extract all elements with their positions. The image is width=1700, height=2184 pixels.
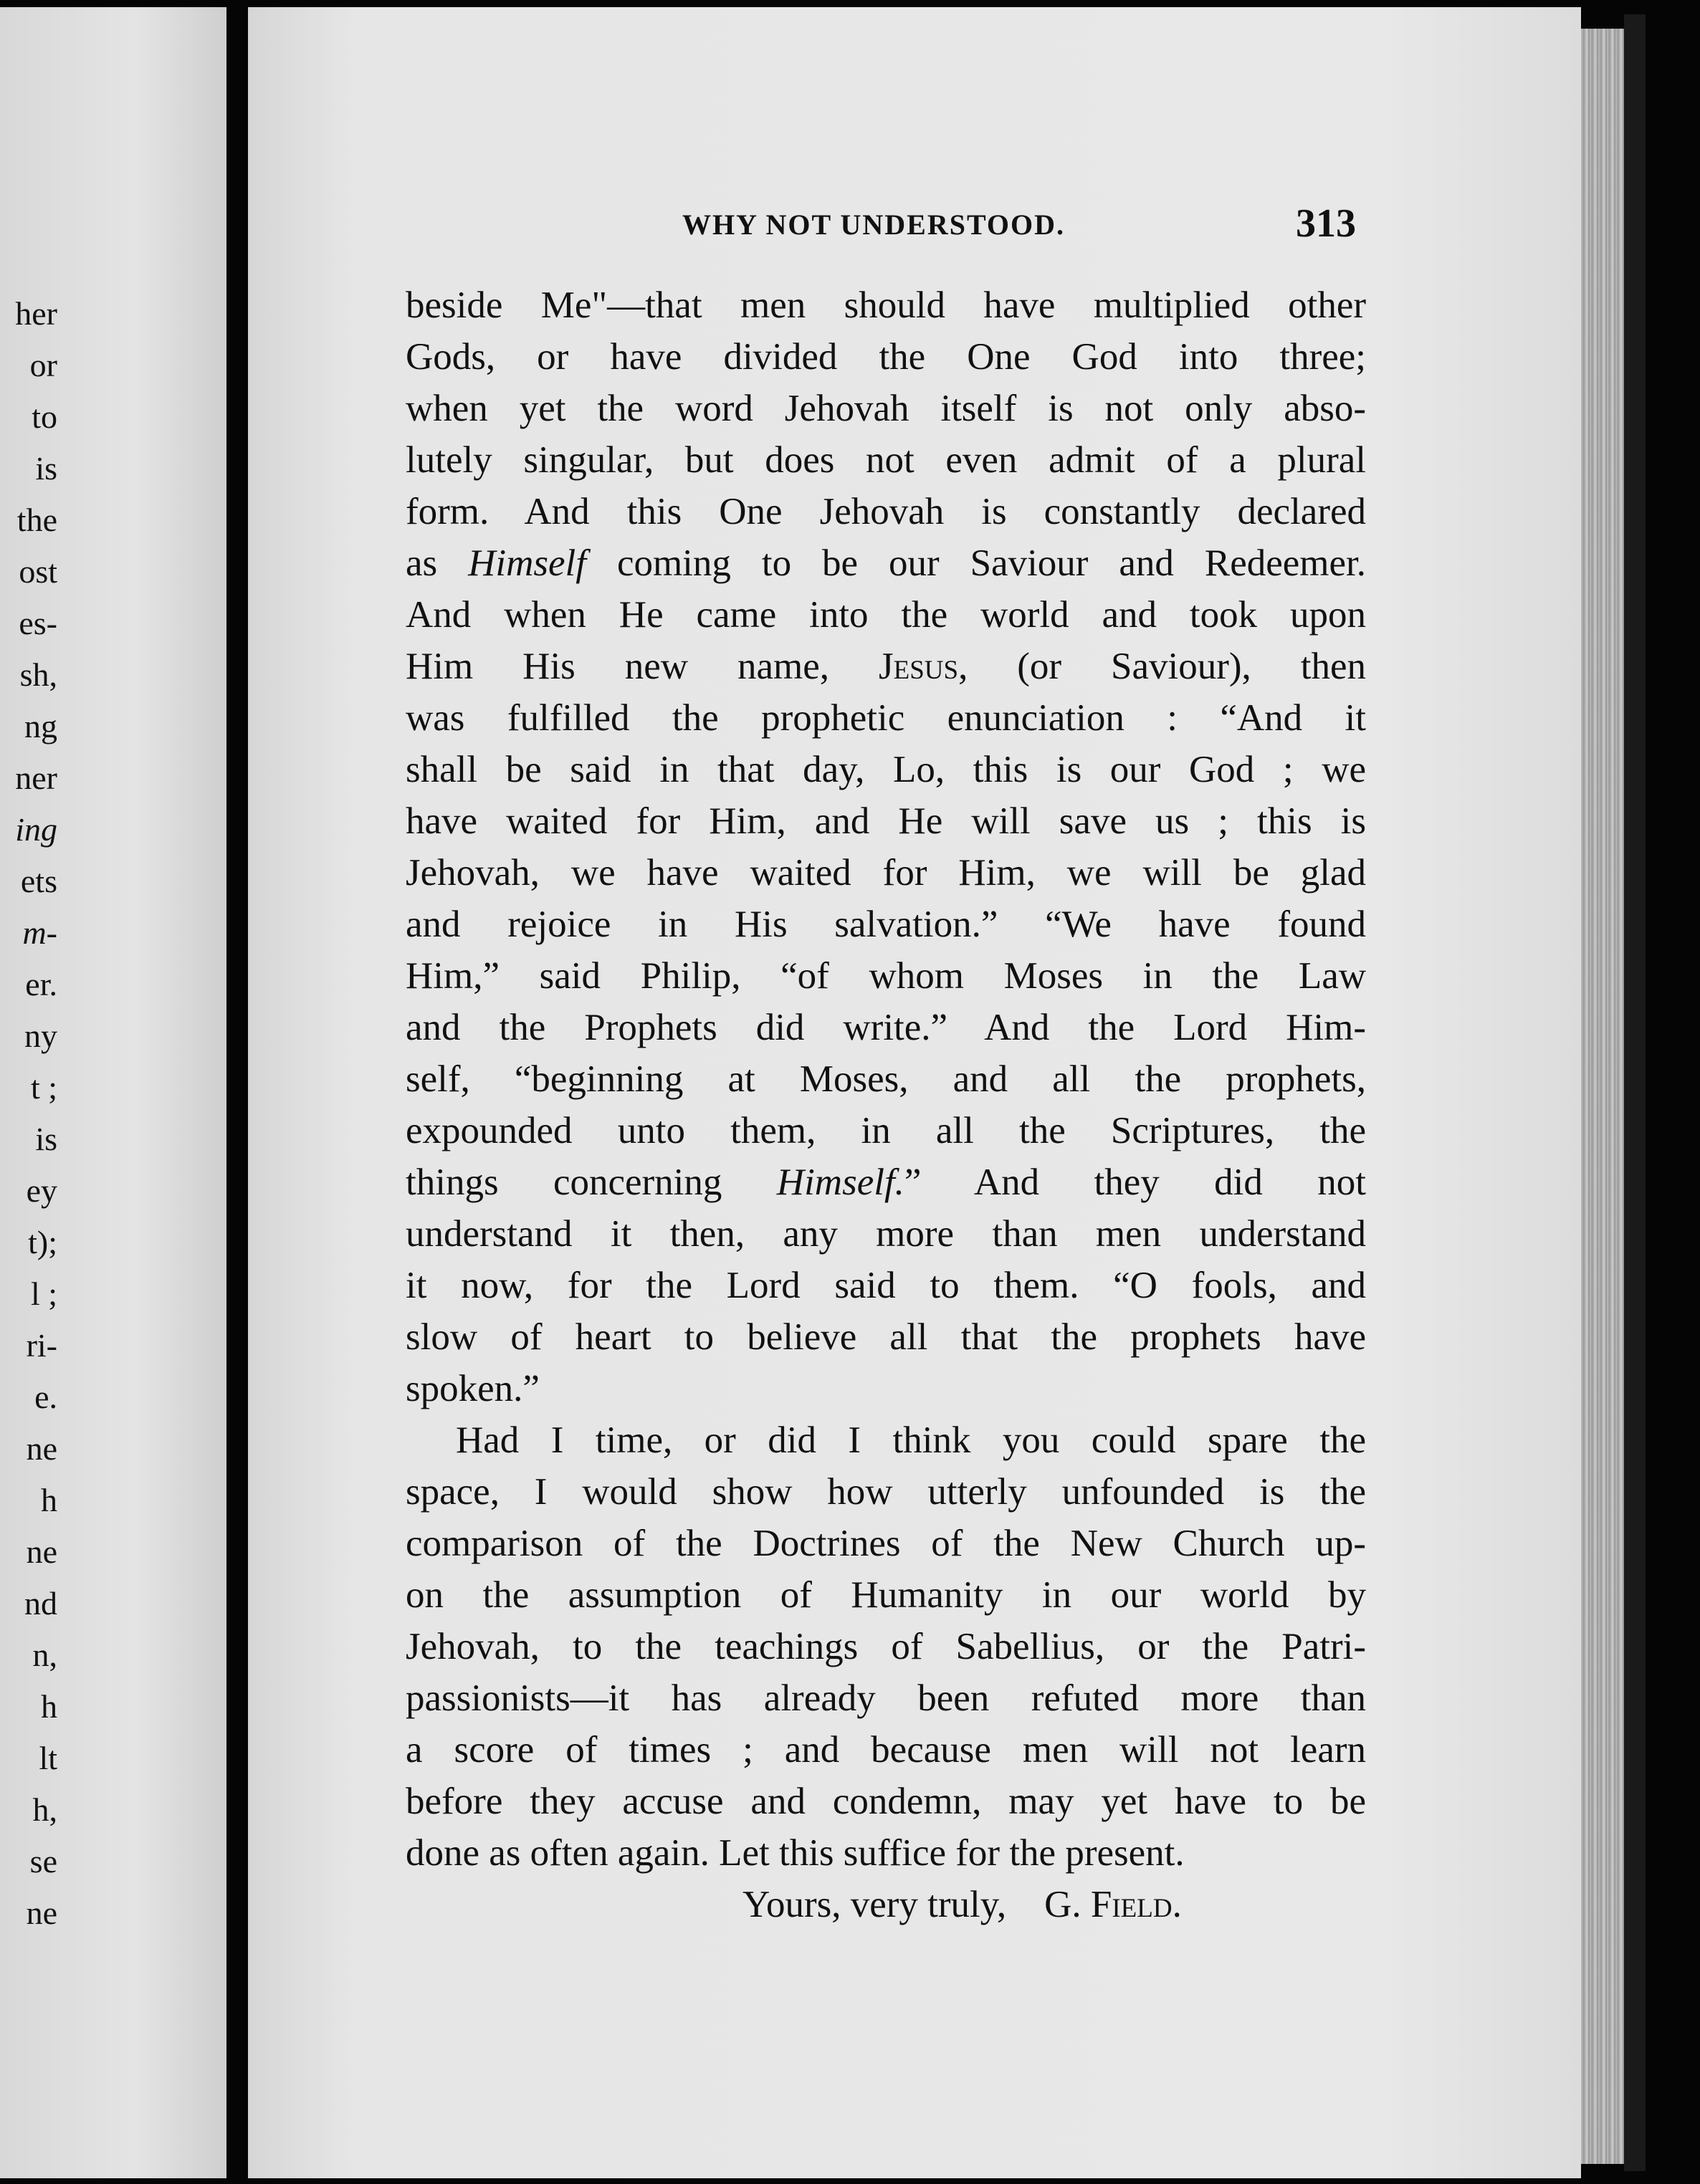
text-line: was fulfilled the prophetic enunciation : “And it (406, 697, 1366, 739)
text-line: when yet the word Jehovah itself is not only abso- (406, 388, 1366, 429)
text-line: and the Prophets did write.” And the Lord Him- (406, 1007, 1366, 1048)
text-segment: coming to be our Saviour and Redeemer. (616, 542, 1367, 584)
fragment-line: ne (26, 1895, 57, 1931)
fragment-line: is (35, 450, 57, 487)
fragment-line: es- (19, 605, 57, 641)
fragment-line: n, (32, 1637, 57, 1673)
text-line: Had I time, or did I think you could spare the (456, 1419, 1366, 1461)
small-caps-text: Jesus (878, 646, 959, 687)
text-line: self, “beginning at Moses, and all the prophets, (406, 1058, 1366, 1100)
fragment-line: the (16, 502, 57, 538)
text-line: beside Me"—that men should have multiplied other (406, 284, 1366, 326)
italic-text: Himself (468, 542, 586, 584)
text-line: space, I would show how utterly unfounded is the (406, 1471, 1366, 1513)
text-line: and rejoice in His salvation.” “We have found (406, 904, 1366, 945)
text-line: before they accuse and condemn, may yet have to be (406, 1781, 1366, 1822)
text-segment: things concerning (406, 1162, 722, 1203)
fragment-line: ey (26, 1172, 57, 1209)
text-line: spoken.” (406, 1368, 540, 1409)
left-facing-page (0, 7, 226, 2178)
fragment-line: ost (19, 553, 57, 590)
cover-edge (1624, 14, 1646, 2171)
fragment-line: h, (32, 1791, 57, 1828)
text-line: passionists—it has already been refuted more than (406, 1677, 1366, 1719)
fragment-line: or (29, 347, 57, 383)
fragment-line: er. (25, 966, 57, 1002)
italic-text: Himself. (776, 1162, 904, 1203)
running-title: WHY NOT UNDERSTOOD. (682, 209, 1066, 241)
fragment-line: ne (26, 1430, 57, 1467)
signature-name: G. Field. (1044, 1884, 1182, 1925)
fragment-line: ny (24, 1017, 57, 1054)
text-line: understand it then, any more than men understand (406, 1213, 1366, 1255)
text-line: lutely singular, but does not even admit of a plural (406, 439, 1366, 481)
fragment-line: is (35, 1121, 57, 1157)
text-line (406, 1156, 1366, 1208)
text-line: have waited for Him, and He will save us ; this is (406, 800, 1366, 842)
fragment-line: her (15, 295, 57, 332)
text-line: And when He came into the world and took upon (406, 594, 1366, 636)
text-line: slow of heart to believe all that the prophets have (406, 1316, 1366, 1358)
text-line (406, 537, 1366, 589)
book-gutter (226, 0, 248, 2184)
text-line: on the assumption of Humanity in our world by (406, 1574, 1366, 1616)
closing-text: Yours, very truly, (742, 1884, 1007, 1925)
page-edges (1581, 29, 1624, 2164)
fragment-line: to (32, 398, 57, 435)
text-line: a score of times ; and because men will not learn (406, 1729, 1366, 1771)
fragment-line: se (29, 1843, 57, 1879)
page-number: 313 (1296, 201, 1356, 246)
text-line: Jehovah, to the teachings of Sabellius, or the Patri- (406, 1626, 1366, 1667)
fragment-line: ng (24, 708, 57, 744)
fragment-line: t); (28, 1224, 57, 1260)
text-segment: ” And they did not (904, 1162, 1367, 1203)
text-segment: , (or Saviour), then (958, 646, 1366, 687)
text-line: expounded unto them, in all the Scriptures, the (406, 1110, 1366, 1151)
fragment-line: ri- (26, 1327, 57, 1364)
text-line: comparison of the Doctrines of the New Church up- (406, 1523, 1366, 1564)
fragment-line: h (41, 1688, 57, 1725)
text-line: form. And this One Jehovah is constantly declared (406, 491, 1366, 532)
fragment-line: ing (15, 811, 57, 848)
text-segment: Him His new name, (406, 646, 830, 687)
fragment-line: l ; (30, 1275, 57, 1312)
text-line: done as often again. Let this suffice for the present. (406, 1832, 1185, 1874)
fragment-line: ne (26, 1533, 57, 1570)
fragment-line: e. (34, 1379, 57, 1415)
fragment-line: ets (20, 863, 57, 899)
text-line: Him,” said Philip, “of whom Moses in the Law (406, 955, 1366, 997)
left-page-text-fragments (0, 288, 57, 1939)
text-line (406, 641, 1366, 692)
fragment-line: lt (39, 1740, 57, 1776)
body-text (406, 279, 1366, 1930)
signature-line (406, 1879, 1366, 1930)
fragment-line: t ; (30, 1069, 57, 1106)
text-line: shall be said in that day, Lo, this is our God ; we (406, 749, 1366, 790)
fragment-line: h (41, 1482, 57, 1518)
fragment-line: sh, (19, 656, 57, 693)
fragment-line: ner (15, 760, 57, 796)
text-line: it now, for the Lord said to them. “O fools, and (406, 1265, 1366, 1306)
fragment-line: m- (22, 914, 57, 951)
text-line: Gods, or have divided the One God into three; (406, 336, 1366, 378)
text-line: Jehovah, we have waited for Him, we will be glad (406, 852, 1366, 894)
fragment-line: nd (24, 1585, 57, 1622)
text-segment: as (406, 542, 438, 584)
